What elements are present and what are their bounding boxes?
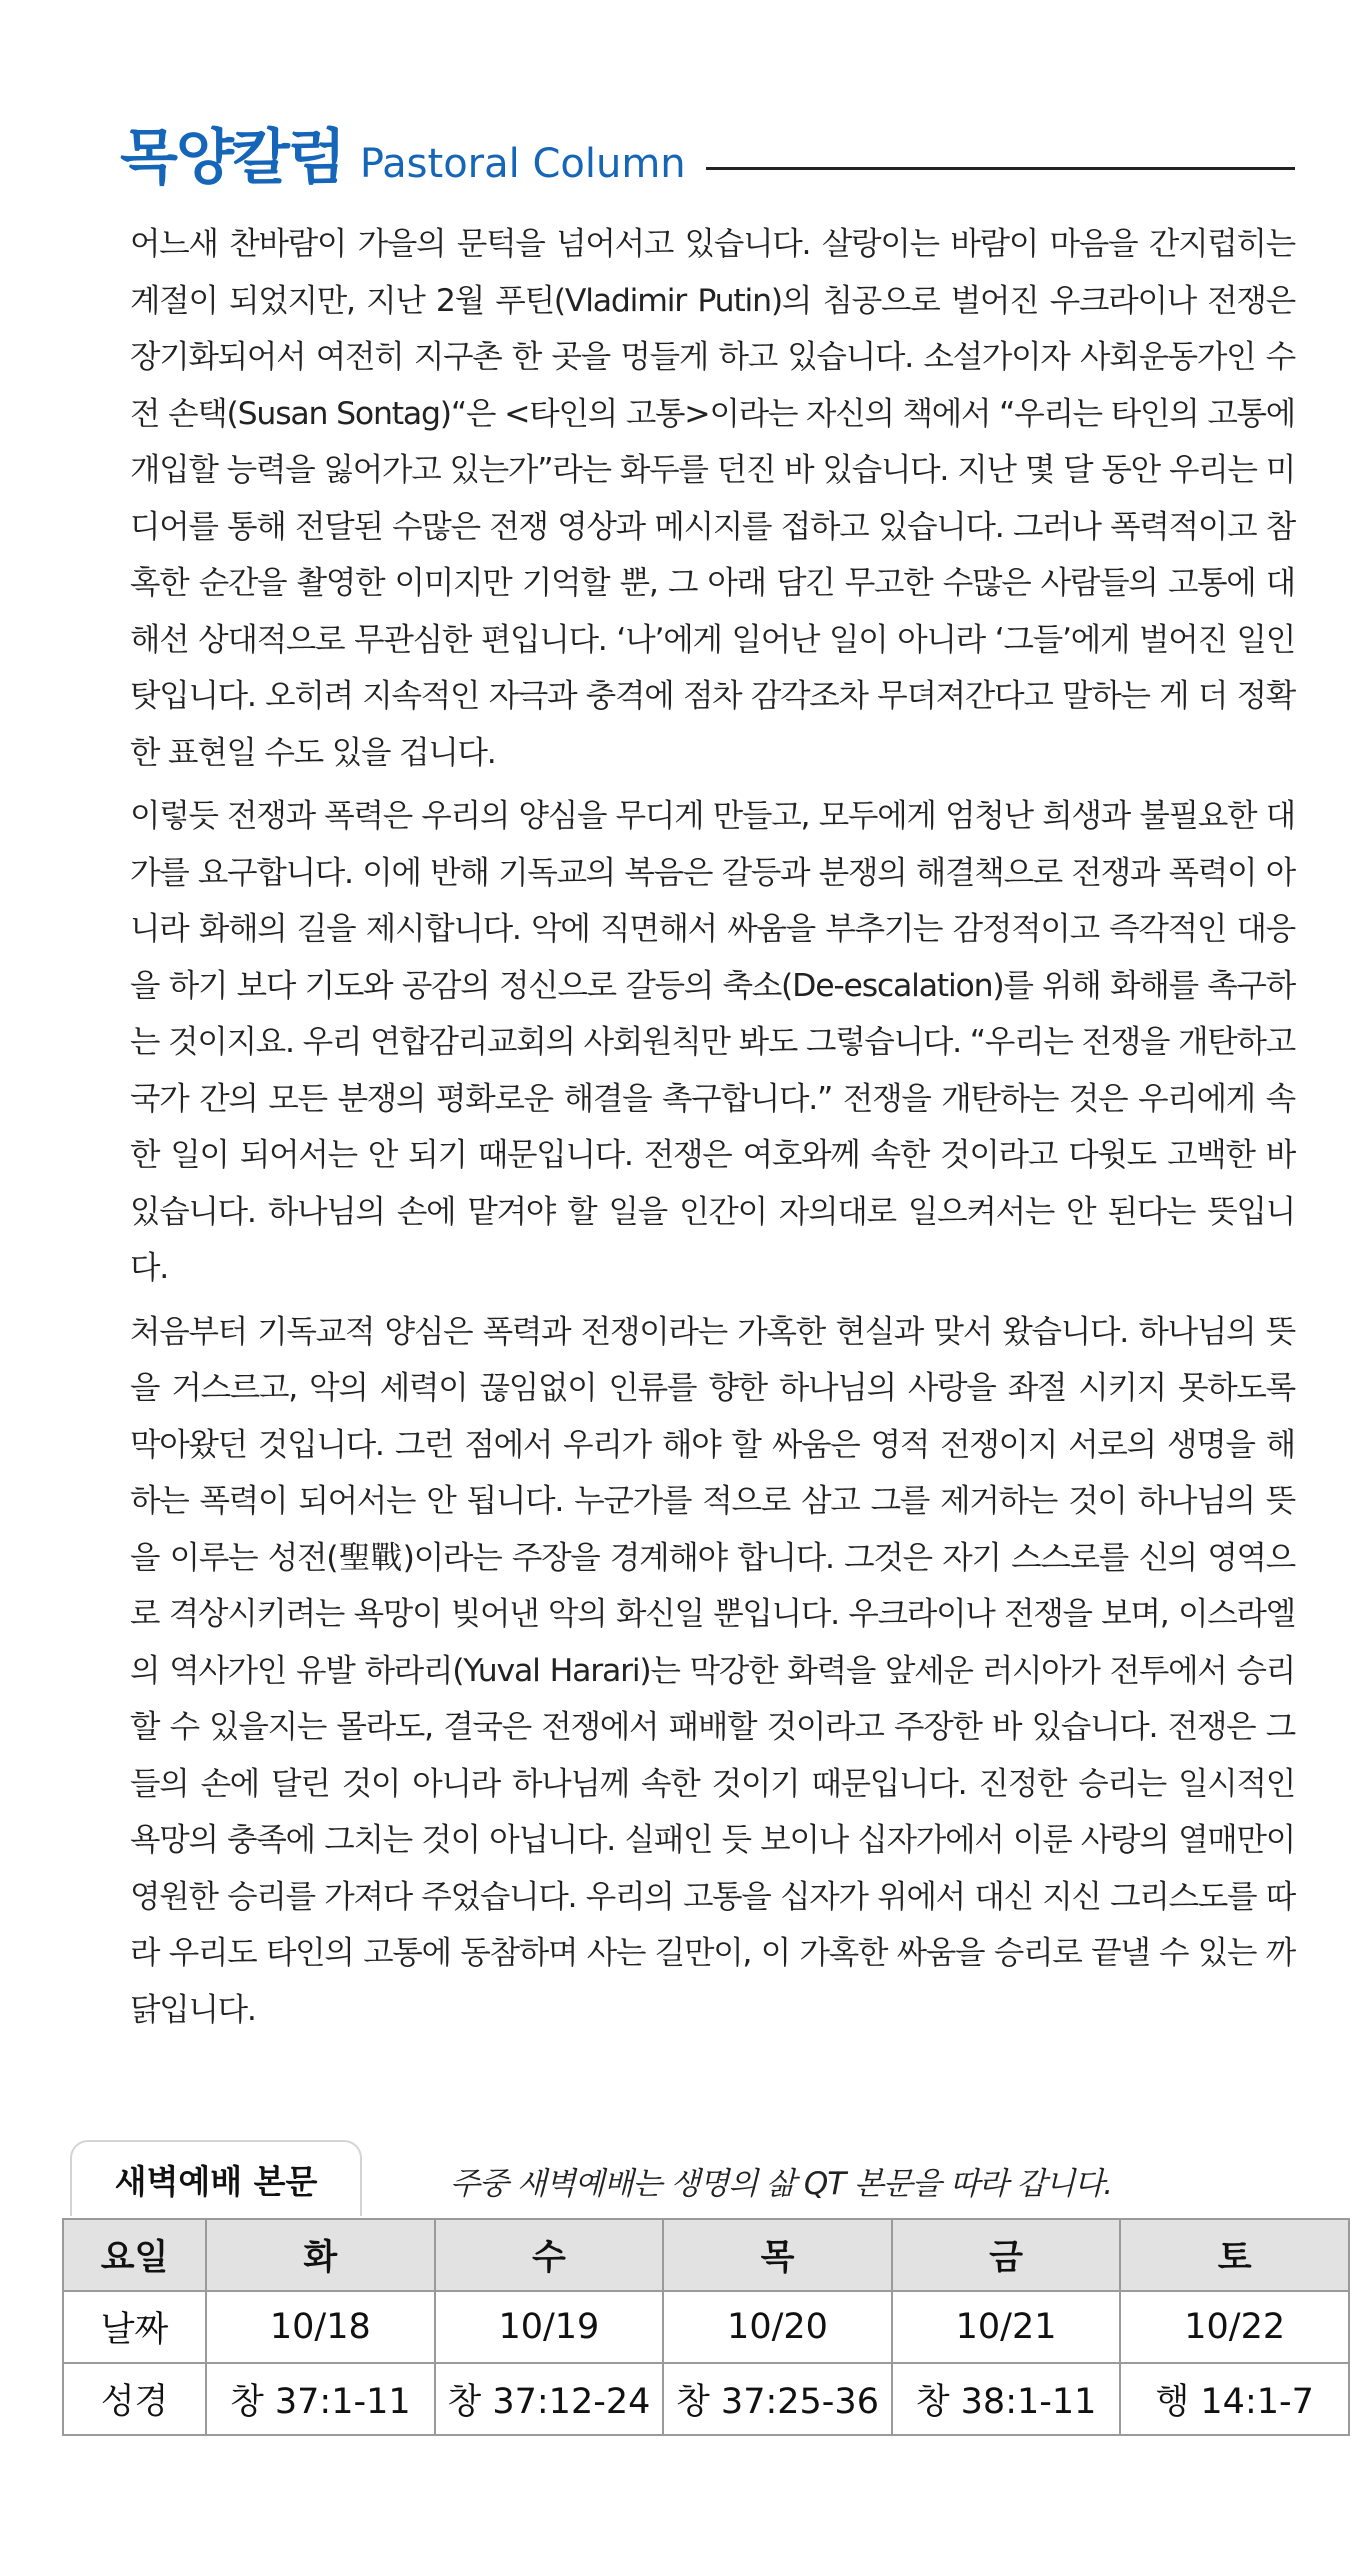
page-title: 목양칼럼: [120, 123, 344, 193]
table-header-cell: 수: [435, 2219, 664, 2291]
table-cell: 10/22: [1120, 2291, 1349, 2363]
table-cell: 10/20: [663, 2291, 892, 2363]
column-paragraph: 이렇듯 전쟁과 폭력은 우리의 양심을 무디게 만들고, 모두에게 엄청난 희생과 불필요한 대가를 요구합니다. 이에 반해 기독교의 복음은 갈등과 분쟁의 해결책으로 전쟁과 폭력이 아니라 화해의 길을 제시합니다. 악에 직면해서 싸움을 부추기는 감정적이고 즉각적인 대응을 하기 보다 기도와 공감의 정신으로 갈등의 축소(De-escalation)를 위해 화해를 촉구하는 것이지요. 우리 연합감리교회의 사회원칙만 봐도 그렇습니다. “우리는 전쟁을 개탄하고 국가 간의 모든 분쟁의 평화로운 해결을 촉구합니다.” 전쟁을 개탄하는 것은 우리에게 속한 일이 되어서는 안 되기 때문입니다. 전쟁은 여호와께 속한 것이라고 다윗도 고백한 바 있습니다. 하나님의 손에 맡겨야 할 일을 인간이 자의대로 일으켜서는 안 된다는 뜻입니다.: [130, 798, 1295, 1286]
dawn-service-tab: 새벽예배 본문: [70, 2140, 362, 2216]
table-header-cell: 화: [206, 2219, 435, 2291]
column-header: [120, 108, 1295, 193]
table-cell: 10/19: [435, 2291, 664, 2363]
dawn-service-note: 주중 새벽예배는 생명의 삶 QT 본문을 따라 갑니다.: [450, 2166, 1113, 2202]
table-cell: 날짜: [63, 2291, 206, 2363]
table-header-cell: 목: [663, 2219, 892, 2291]
table-cell: 10/21: [892, 2291, 1121, 2363]
table-header-cell: 요일: [63, 2219, 206, 2291]
table-header-row: [63, 2219, 1349, 2291]
table-row: [63, 2291, 1349, 2363]
column-paragraph: 어느새 찬바람이 가을의 문턱을 넘어서고 있습니다. 살랑이는 바람이 마음을 간지럽히는 계절이 되었지만, 지난 2월 푸틴(Vladimir Putin)의 침공으로 벌어진 우크라이나 전쟁은 장기화되어서 여전히 지구촌 한 곳을 멍들게 하고 있습니다. 소설가이자 사회운동가인 수전 손택(Susan Sontag)“은 <타인의 고통>이라는 자신의 책에서 “우리는 타인의 고통에 개입할 능력을 잃어가고 있는가”라는 화두를 던진 바 있습니다. 지난 몇 달 동안 우리는 미디어를 통해 전달된 수많은 전쟁 영상과 메시지를 접하고 있습니다. 그러나 폭력적이고 참혹한 순간을 촬영한 이미지만 기억할 뿐, 그 아래 담긴 무고한 수많은 사람들의 고통에 대해선 상대적으로 무관심한 편입니다. ‘나’에게 일어난 일이 아니라 ‘그들’에게 벌어진 일인 탓입니다. 오히려 지속적인 자극과 충격에 점차 감각조차 무뎌져간다고 말하는 게 더 정확한 표현일 수도 있을 겁니다.: [130, 226, 1295, 771]
column-paragraph: 처음부터 기독교적 양심은 폭력과 전쟁이라는 가혹한 현실과 맞서 왔습니다. 하나님의 뜻을 거스르고, 악의 세력이 끊임없이 인류를 향한 하나님의 사랑을 좌절 시키지 못하도록 막아왔던 것입니다. 그런 점에서 우리가 해야 할 싸움은 영적 전쟁이지 서로의 생명을 해하는 폭력이 되어서는 안 됩니다. 누군가를 적으로 삼고 그를 제거하는 것이 하나님의 뜻을 이루는 성전(聖戰)이라는 주장을 경계해야 합니다. 그것은 자기 스스로를 신의 영역으로 격상시키려는 욕망이 빚어낸 악의 화신일 뿐입니다. 우크라이나 전쟁을 보며, 이스라엘의 역사가인 유발 하라리(Yuval Harari)는 막강한 화력을 앞세운 러시아가 전투에서 승리할 수 있을지는 몰라도, 결국은 전쟁에서 패배할 것이라고 주장한 바 있습니다. 전쟁은 그들의 손에 달린 것이 아니라 하나님께 속한 것이기 때문입니다. 진정한 승리는 일시적인 욕망의 충족에 그치는 것이 아닙니다. 실패인 듯 보이나 십자가에서 이룬 사랑의 열매만이 영원한 승리를 가져다 주었습니다. 우리의 고통을 십자가 위에서 대신 지신 그리스도를 따라 우리도 타인의 고통에 동참하며 사는 길만이, 이 가혹한 싸움을 승리로 끝낼 수 있는 까닭입니다.: [130, 1313, 1295, 2028]
table-cell: 행 14:1-7: [1120, 2363, 1349, 2435]
scripture-schedule-table: [62, 2218, 1350, 2436]
table-header-cell: 토: [1120, 2219, 1349, 2291]
table-cell: 창 37:12-24: [435, 2363, 664, 2435]
table-header-cell: 금: [892, 2219, 1121, 2291]
column-body: [130, 216, 1295, 2045]
table-cell: 창 37:25-36: [663, 2363, 892, 2435]
table-cell: 성경: [63, 2363, 206, 2435]
page-subtitle: Pastoral Column: [359, 141, 686, 187]
table-row: [63, 2363, 1349, 2435]
table-cell: 창 38:1-11: [892, 2363, 1121, 2435]
table-cell: 10/18: [206, 2291, 435, 2363]
table-cell: 창 37:1-11: [206, 2363, 435, 2435]
title-divider: [706, 167, 1295, 170]
